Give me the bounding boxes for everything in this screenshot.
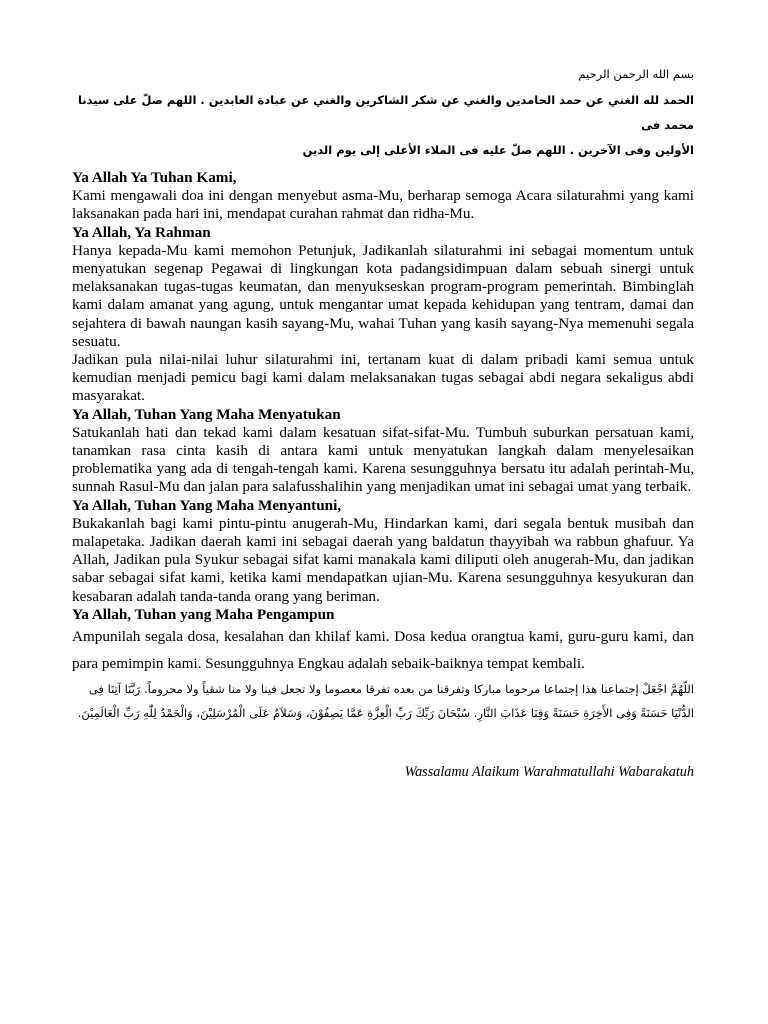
section-heading: Ya Allah, Ya Rahman (72, 223, 211, 241)
section-paragraph: Kami mengawali doa ini dengan menyebut asma-Mu, berharap semoga Acara silaturahmi yang kami laksanakan pada hari ini, mendapat curahan rahmat dan ridha-Mu. (72, 187, 694, 223)
section-heading: Ya Allah, Tuhan Yang Maha Menyatukan (72, 405, 341, 423)
section-paragraph: Satukanlah hati dan tekad kami dalam kesatuan sifat-sifat-Mu. Tumbuh suburkan persatuan kami, tanamkan rasa cinta kasih di antara kami untuk menyatukan langkah dalam menyelesaikan problematika yang ada di tengah-tengah kami. Karena sesungguhnya bersatu itu adalah perintah-Mu, sunnah Rasul-Mu dan jalan para salafusshalihin yang menjadikan umat ini sebagai umat yang terbaik. (72, 423, 694, 496)
section-heading: Ya Allah, Tuhan yang Maha Pengampun (72, 605, 335, 623)
final-paragraph: Ampunilah segala dosa, kesalahan dan khilaf kami. Dosa kedua orangtua kami, guru-guru kami, dan para pemimpin kami. Sesungguhnya Engkau adalah sebaik-baiknya tempat kembali. (72, 628, 694, 672)
section-paragraph: Hanya kepada-Mu kami memohon Petunjuk, Jadikanlah silaturahmi ini sebagai momentum untuk menyatukan segenap Pegawai di lingkungan kota padangsidimpuan dalam sebuah sinergi untuk melaksanakan tugas-tugas keumatan, dan menyukseskan program-program pemerintah. Bimbinglah kami dalam amanat yang agung, untuk mengantar umat kepada kehidupan yang tentram, damai dan sejahtera di bawah naungan kasih sayang-Mu, wahai Tuhan yang kasih sayang-Nya memenuhi segala sesuatu. (72, 241, 694, 350)
basmala: بسم الله الرحمن الرحيم (578, 67, 694, 81)
hamd-line-1: الحمد لله الغني عن حمد الحامدين والغني عن شكر الشاكرين والغني عن عبادة العابدين . اللهم صلّ على سيدنا محمد فى (77, 93, 694, 132)
section-paragraph: Bukakanlah bagi kami pintu-pintu anugerah-Mu, Hindarkan kami, dari segala bentuk musibah dan malapetaka. Jadikan daerah kami ini sebagai daerah yang baldatun thayyibah wa rabbun ghafuur. Ya Allah, Jadikan pula Syukur sebagai sifat kami manakala kami diliputi oleh anugerah-Mu, dan jadikan sabar sebagai sifat kami, ketika kami mendapatkan ujian-Mu. Karena sesungguhnya kesyukuran dan kesabaran adalah tanda-tanda orang yang beriman. (72, 514, 694, 605)
section-heading: Ya Allah, Tuhan Yang Maha Menyantuni, (72, 496, 342, 514)
closing-salam: Wassalamu Alaikum Warahmatullahi Wabarakatuh (404, 764, 694, 781)
hamd-line-2: الأولين وفى الآخرين . اللهم صلّ عليه فى الملاء الأعلى إلى يوم الدين (302, 143, 694, 157)
closing-doa: اللّهُمَّ اجْعَلْ إجتماعنا هذا إجتماعا مرحوما مباركا وتفرقنا من بعده تفرقا معصوما ولا تجعل فينا ولا منا شقياً ولا محروماً. رَبَّنَا آتِنَا فِى الدُّنْيَا حَسَنَةً وَفِى الأَخِرَةِ حَسَنَةً وَقِنَا عَذَابَ النَّارِ. سُبْحَانَ رَبِّكَ رَبِّ الْعِزَّةِ عَمَّا يَصِفُوْنَ، وَسَلاَمٌ عَلَى الْمُرْسَلِيْنَ، وَالْحَمْدُ لِلّٰهِ رَبِّ الْعَالَمِيْنَ. (77, 682, 694, 721)
section-heading: Ya Allah Ya Tuhan Kami, (72, 169, 237, 186)
hamd-opening (72, 88, 694, 163)
document-page (72, 64, 694, 781)
section-paragraph: Jadikan pula nilai-nilai luhur silaturahmi ini, tertanam kuat di dalam pribadi kami semua untuk kemudian menjadi pemicu bagi kami dalam melaksanakan tugas sebagai abdi negara sekaligus abdi masyarakat. (72, 351, 694, 405)
